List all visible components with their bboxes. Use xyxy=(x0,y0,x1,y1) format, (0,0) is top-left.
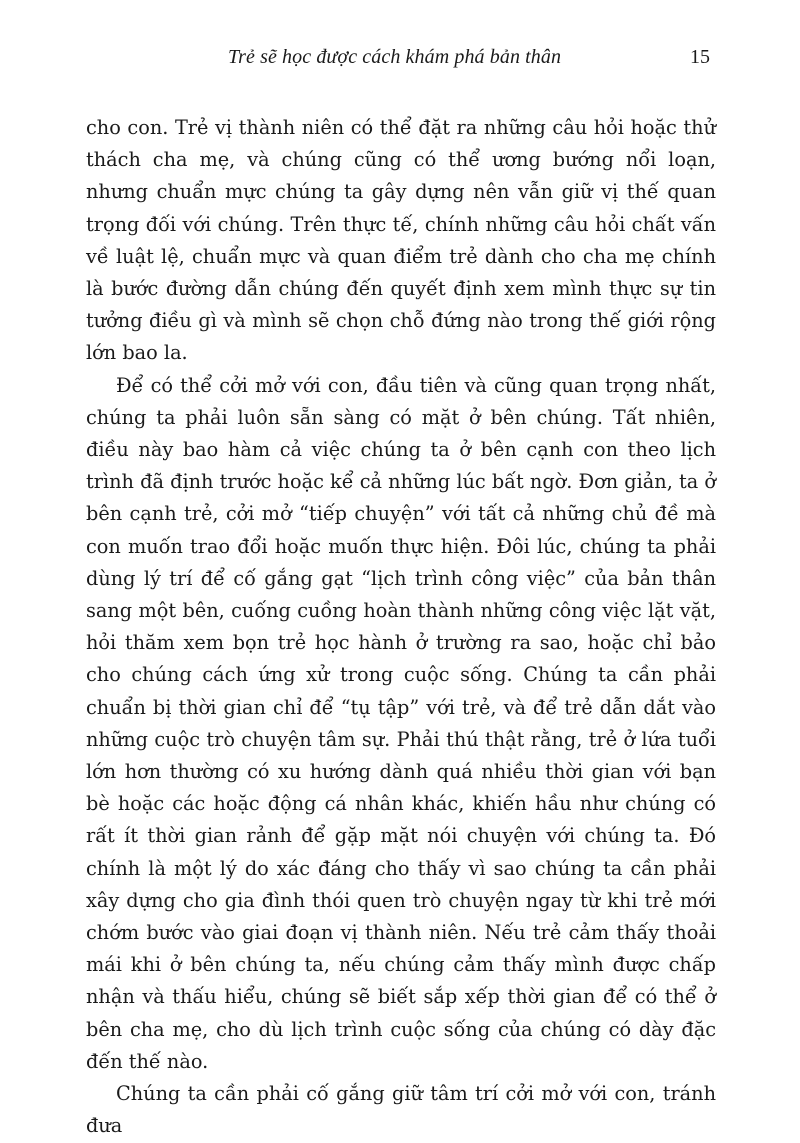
running-header-title: Trẻ sẽ học được cách khám phá bản thân xyxy=(228,46,562,68)
paragraph-continued: cho con. Trẻ vị thành niên có thể đặt ra những câu hỏi hoặc thử thách cha mẹ, và chúng cũng có thể ương bướng nổi loạn, nhưng chuẩn mực chúng ta gây dựng nên vẫn giữ vị thế quan trọng đối với chúng. Trên thực tế, chính những câu hỏi chất vấn về luật lệ, chuẩn mực và quan điểm trẻ dành cho cha mẹ chính là bước đường dẫn chúng đến quyết định xem mình thực sự tin tưởng điều gì và mình sẽ chọn chỗ đứng nào trong thế giới rộng lớn bao la. xyxy=(86,116,716,365)
paragraph: Để có thể cởi mở với con, đầu tiên và cũng quan trọng nhất, chúng ta phải luôn sẵn sàng có mặt ở bên chúng. Tất nhiên, điều này bao hàm cả việc chúng ta ở bên cạnh con theo lịch trình đã định trước hoặc kể cả những lúc bất ngờ. Đơn giản, ta ở bên cạnh trẻ, cởi mở “tiếp chuyện” với tất cả những chủ đề mà con muốn trao đổi hoặc muốn thực hiện. Đôi lúc, chúng ta phải dùng lý trí để cố gắng gạt “lịch trình công việc” của bản thân sang một bên, cuống cuồng hoàn thành những công việc lặt vặt, hỏi thăm xem bọn trẻ học hành ở trường ra sao, hoặc chỉ bảo cho chúng cách ứng xử trong cuộc sống. Chúng ta cần phải chuẩn bị thời gian chỉ để “tụ tập” với trẻ, và để trẻ dẫn dắt vào những cuộc trò chuyện tâm sự. Phải thú thật rằng, trẻ ở lứa tuổi lớn hơn thường có xu hướng dành quá nhiều thời gian với bạn bè hoặc các hoặc động cá nhân khác, khiến hầu như chúng có rất ít thời gian rảnh để gặp mặt nói chuyện với chúng ta. Đó chính là một lý do xác đáng cho thấy vì sao chúng ta cần phải xây dựng cho gia đình thói quen trò chuyện ngay từ khi trẻ mới chớm bước vào giai đoạn vị thành niên. Nếu trẻ cảm thấy thoải mái khi ở bên chúng ta, nếu chúng cảm thấy mình được chấp nhận và thấu hiểu, chúng sẽ biết sắp xếp thời gian để có thể ở bên cha mẹ, cho dù lịch trình cuộc sống của chúng có dày đặc đến thế nào. xyxy=(86,373,716,1073)
page-number: 15 xyxy=(690,46,710,68)
paragraph: Chúng ta cần phải cố gắng giữ tâm trí cởi mở với con, tránh đưa xyxy=(86,1082,716,1138)
body-text xyxy=(86,112,716,1143)
